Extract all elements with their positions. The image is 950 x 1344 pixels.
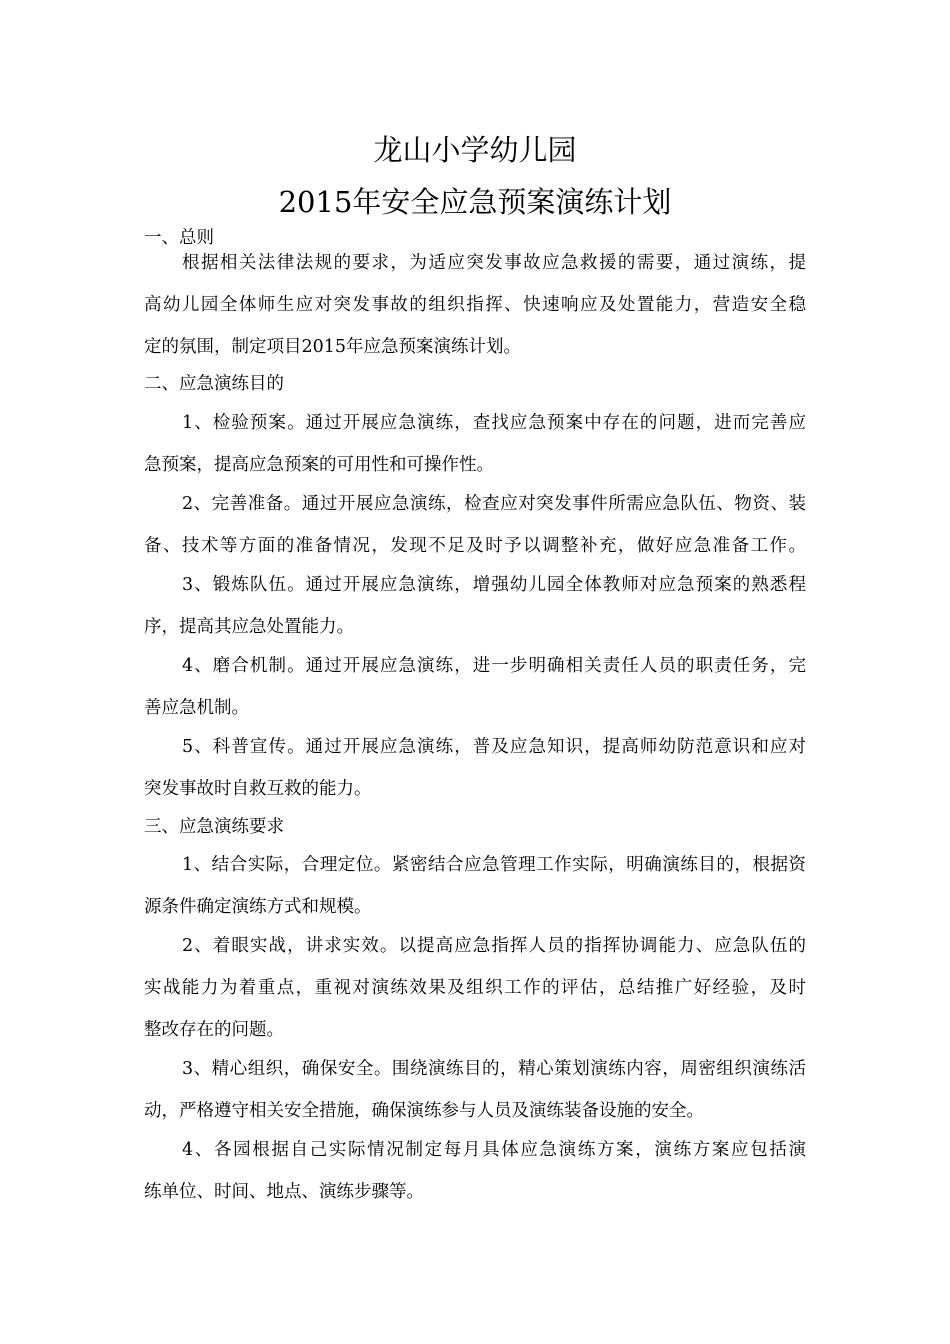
list-item-line: 4、磨合机制。通过开展应急演练，进一步明确相关责任人员的职责任务，完: [182, 656, 806, 676]
paragraph-line: 根据相关法律法规的要求，为适应突发事故应急救援的需要，通过演练，提: [182, 253, 806, 273]
list-item-line: 突发事故时自救互救的能力。: [144, 779, 372, 799]
list-item-line: 2、着眼实战，讲求实效。以提高应急指挥人员的指挥协调能力、应急队伍的: [182, 936, 806, 956]
document-title-school: 龙山小学幼儿园: [373, 133, 577, 167]
list-item-line: 3、精心组织，确保安全。围绕演练目的，精心策划演练内容，周密组织演练活: [182, 1059, 806, 1079]
list-item-line: 源条件确定演练方式和规模。: [144, 897, 372, 917]
list-item-line: 练单位、时间、地点、演练步骤等。: [144, 1182, 424, 1202]
list-item-line: 善应急机制。: [144, 698, 249, 718]
list-item-line: 3、锻炼队伍。通过开展应急演练，增强幼儿园全体教师对应急预案的熟悉程: [182, 575, 806, 595]
list-item-line: 4、各园根据自己实际情况制定每月具体应急演练方案，演练方案应包括演: [182, 1140, 806, 1160]
list-item-line: 急预案，提高应急预案的可用性和可操作性。: [144, 455, 494, 475]
list-item-line: 整改存在的问题。: [144, 1020, 284, 1040]
list-item-line: 2、完善准备。通过开展应急演练，检查应对突发事件所需应急队伍、物资、装: [182, 494, 806, 514]
list-item-line: 备、技术等方面的准备情况，发现不足及时予以调整补充，做好应急准备工作。: [144, 536, 806, 556]
list-item-line: 5、科普宣传。通过开展应急演练，普及应急知识，提高师幼防范意识和应对: [182, 737, 806, 757]
list-item-line: 序，提高其应急处置能力。: [144, 617, 354, 637]
list-item-line: 动，严格遵守相关安全措施，确保演练参与人员及演练装备设施的安全。: [144, 1101, 704, 1121]
section-heading-requirements: 三、应急演练要求: [144, 817, 284, 837]
document-title-plan: 2015年安全应急预案演练计划: [278, 185, 672, 219]
list-item-line: 1、检验预案。通过开展应急演练，查找应急预案中存在的问题，进而完善应: [182, 413, 806, 433]
list-item-line: 1、结合实际，合理定位。紧密结合应急管理工作实际，明确演练目的，根据资: [182, 855, 806, 875]
list-item-line: 实战能力为着重点，重视对演练效果及组织工作的评估，总结推广好经验，及时: [144, 978, 806, 998]
paragraph-line: 定的氛围，制定项目2015年应急预案演练计划。: [144, 337, 522, 357]
paragraph-line: 高幼儿园全体师生应对突发事故的组织指挥、快速响应及处置能力，营造安全稳: [144, 295, 806, 315]
section-heading-general: 一、总则: [144, 228, 214, 248]
section-heading-purpose: 二、应急演练目的: [144, 374, 284, 394]
